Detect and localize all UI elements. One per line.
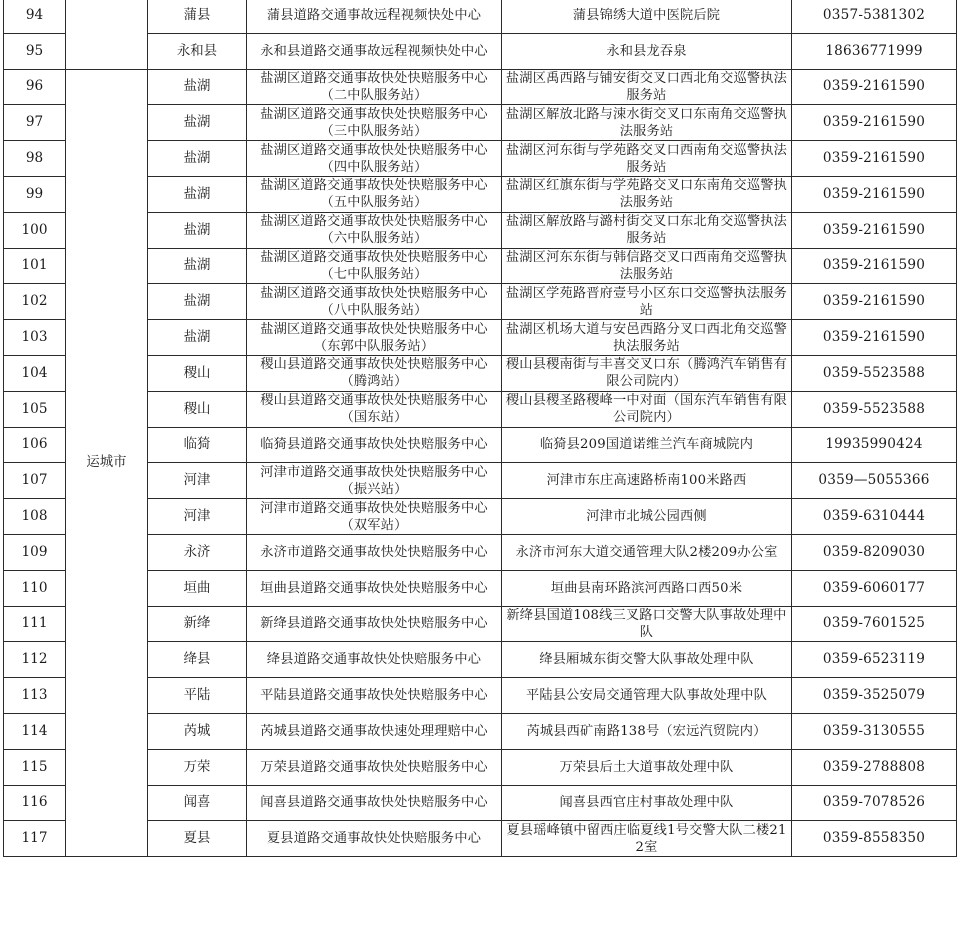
center-name-cell: 新绛县道路交通事故快处快赔服务中心 [247, 606, 502, 642]
county-cell: 河津 [148, 463, 247, 499]
row-number: 117 [4, 821, 66, 857]
phone-cell: 0359-2161590 [792, 212, 957, 248]
county-cell: 永济 [148, 534, 247, 570]
city-cell [66, 0, 148, 69]
phone-cell: 0359-5523588 [792, 391, 957, 427]
county-cell: 芮城 [148, 713, 247, 749]
table-row [4, 69, 957, 105]
phone-cell: 0359-2161590 [792, 284, 957, 320]
row-number: 112 [4, 642, 66, 678]
center-name-cell: 河津市道路交通事故快处快赔服务中心（双军站） [247, 499, 502, 535]
address-cell: 夏县瑶峰镇中留西庄临夏线1号交警大队二楼212室 [502, 821, 792, 857]
row-number: 99 [4, 176, 66, 212]
address-cell: 盐湖区禹西路与铺安街交叉口西北角交巡警执法服务站 [502, 69, 792, 105]
address-cell: 河津市北城公园西侧 [502, 499, 792, 535]
address-cell: 临猗县209国道诺维兰汽车商城院内 [502, 427, 792, 463]
phone-cell: 0359-3130555 [792, 713, 957, 749]
address-cell: 稷山县稷圣路稷峰一中对面（国东汽车销售有限公司院内） [502, 391, 792, 427]
county-cell: 绛县 [148, 642, 247, 678]
county-cell: 垣曲 [148, 570, 247, 606]
row-number: 100 [4, 212, 66, 248]
address-cell: 新绛县国道108线三叉路口交警大队事故处理中队 [502, 606, 792, 642]
address-cell: 盐湖区机场大道与安邑西路分叉口西北角交巡警执法服务站 [502, 320, 792, 356]
phone-cell: 0359-2788808 [792, 749, 957, 785]
phone-cell: 18636771999 [792, 33, 957, 69]
center-name-cell: 盐湖区道路交通事故快处快赔服务中心（三中队服务站） [247, 105, 502, 141]
table-body [4, 0, 957, 857]
county-cell: 稷山 [148, 355, 247, 391]
center-name-cell: 芮城县道路交通事故快速处理理赔中心 [247, 713, 502, 749]
phone-cell: 0359-7601525 [792, 606, 957, 642]
center-name-cell: 河津市道路交通事故快处快赔服务中心（振兴站） [247, 463, 502, 499]
address-cell: 盐湖区解放北路与涑水街交叉口东南角交巡警执法服务站 [502, 105, 792, 141]
row-number: 108 [4, 499, 66, 535]
center-name-cell: 盐湖区道路交通事故快处快赔服务中心（八中队服务站） [247, 284, 502, 320]
phone-cell: 0359-8209030 [792, 534, 957, 570]
county-cell: 盐湖 [148, 320, 247, 356]
row-number: 95 [4, 33, 66, 69]
county-cell: 盐湖 [148, 248, 247, 284]
county-cell: 闻喜 [148, 785, 247, 821]
center-name-cell: 闻喜县道路交通事故快处快赔服务中心 [247, 785, 502, 821]
phone-cell: 0359-2161590 [792, 141, 957, 177]
phone-cell: 0359-2161590 [792, 105, 957, 141]
row-number: 106 [4, 427, 66, 463]
address-cell: 永和县龙吞泉 [502, 33, 792, 69]
phone-cell: 0359-6523119 [792, 642, 957, 678]
center-name-cell: 垣曲县道路交通事故快处快赔服务中心 [247, 570, 502, 606]
address-cell: 永济市河东大道交通管理大队2楼209办公室 [502, 534, 792, 570]
row-number: 102 [4, 284, 66, 320]
service-center-table [3, 0, 957, 857]
address-cell: 垣曲县南环路滨河西路口西50米 [502, 570, 792, 606]
center-name-cell: 绛县道路交通事故快处快赔服务中心 [247, 642, 502, 678]
center-name-cell: 盐湖区道路交通事故快处快赔服务中心（五中队服务站） [247, 176, 502, 212]
address-cell: 绛县厢城东街交警大队事故处理中队 [502, 642, 792, 678]
center-name-cell: 盐湖区道路交通事故快处快赔服务中心（东郭中队服务站） [247, 320, 502, 356]
address-cell: 盐湖区解放路与潞村街交叉口东北角交巡警执法服务站 [502, 212, 792, 248]
center-name-cell: 稷山县道路交通事故快处快赔服务中心（国东站） [247, 391, 502, 427]
phone-cell: 0357-5381302 [792, 0, 957, 33]
phone-cell: 0359-7078526 [792, 785, 957, 821]
county-cell: 平陆 [148, 678, 247, 714]
center-name-cell: 蒲县道路交通事故远程视频快处中心 [247, 0, 502, 33]
phone-cell: 0359-3525079 [792, 678, 957, 714]
row-number: 98 [4, 141, 66, 177]
row-number: 116 [4, 785, 66, 821]
row-number: 97 [4, 105, 66, 141]
table-row [4, 0, 957, 33]
row-number: 114 [4, 713, 66, 749]
center-name-cell: 永和县道路交通事故远程视频快处中心 [247, 33, 502, 69]
row-number: 96 [4, 69, 66, 105]
phone-cell: 0359-8558350 [792, 821, 957, 857]
county-cell: 夏县 [148, 821, 247, 857]
center-name-cell: 临猗县道路交通事故快处快赔服务中心 [247, 427, 502, 463]
center-name-cell: 夏县道路交通事故快处快赔服务中心 [247, 821, 502, 857]
row-number: 101 [4, 248, 66, 284]
row-number: 109 [4, 534, 66, 570]
center-name-cell: 平陆县道路交通事故快处快赔服务中心 [247, 678, 502, 714]
county-cell: 盐湖 [148, 284, 247, 320]
row-number: 115 [4, 749, 66, 785]
address-cell: 平陆县公安局交通管理大队事故处理中队 [502, 678, 792, 714]
phone-cell: 0359-2161590 [792, 248, 957, 284]
address-cell: 稷山县稷南街与丰喜交叉口东（腾鸿汽车销售有限公司院内） [502, 355, 792, 391]
center-name-cell: 盐湖区道路交通事故快处快赔服务中心（四中队服务站） [247, 141, 502, 177]
center-name-cell: 盐湖区道路交通事故快处快赔服务中心（七中队服务站） [247, 248, 502, 284]
center-name-cell: 盐湖区道路交通事故快处快赔服务中心（二中队服务站） [247, 69, 502, 105]
county-cell: 盐湖 [148, 141, 247, 177]
county-cell: 盐湖 [148, 69, 247, 105]
phone-cell: 0359-5523588 [792, 355, 957, 391]
row-number: 94 [4, 0, 66, 33]
center-name-cell: 盐湖区道路交通事故快处快赔服务中心（六中队服务站） [247, 212, 502, 248]
row-number: 113 [4, 678, 66, 714]
row-number: 111 [4, 606, 66, 642]
phone-cell: 0359—5055366 [792, 463, 957, 499]
county-cell: 稷山 [148, 391, 247, 427]
county-cell: 新绛 [148, 606, 247, 642]
city-cell: 运城市 [66, 69, 148, 857]
row-number: 110 [4, 570, 66, 606]
phone-cell: 0359-2161590 [792, 69, 957, 105]
row-number: 104 [4, 355, 66, 391]
row-number: 107 [4, 463, 66, 499]
county-cell: 盐湖 [148, 176, 247, 212]
county-cell: 永和县 [148, 33, 247, 69]
address-cell: 河津市东庄高速路桥南100米路西 [502, 463, 792, 499]
address-cell: 万荣县后土大道事故处理中队 [502, 749, 792, 785]
address-cell: 盐湖区河东街与学苑路交叉口西南角交巡警执法服务站 [502, 141, 792, 177]
county-cell: 盐湖 [148, 105, 247, 141]
address-cell: 盐湖区学苑路晋府壹号小区东口交巡警执法服务站 [502, 284, 792, 320]
address-cell: 芮城县西矿南路138号（宏远汽贸院内） [502, 713, 792, 749]
row-number: 105 [4, 391, 66, 427]
county-cell: 临猗 [148, 427, 247, 463]
address-cell: 闻喜县西官庄村事故处理中队 [502, 785, 792, 821]
center-name-cell: 万荣县道路交通事故快处快赔服务中心 [247, 749, 502, 785]
county-cell: 河津 [148, 499, 247, 535]
row-number: 103 [4, 320, 66, 356]
address-cell: 盐湖区红旗东街与学苑路交叉口东南角交巡警执法服务站 [502, 176, 792, 212]
address-cell: 蒲县锦绣大道中医院后院 [502, 0, 792, 33]
phone-cell: 0359-2161590 [792, 320, 957, 356]
center-name-cell: 稷山县道路交通事故快处快赔服务中心（腾鸿站） [247, 355, 502, 391]
phone-cell: 19935990424 [792, 427, 957, 463]
county-cell: 万荣 [148, 749, 247, 785]
address-cell: 盐湖区河东东街与韩信路交叉口西南角交巡警执法服务站 [502, 248, 792, 284]
county-cell: 盐湖 [148, 212, 247, 248]
phone-cell: 0359-6060177 [792, 570, 957, 606]
center-name-cell: 永济市道路交通事故快处快赔服务中心 [247, 534, 502, 570]
phone-cell: 0359-6310444 [792, 499, 957, 535]
county-cell: 蒲县 [148, 0, 247, 33]
phone-cell: 0359-2161590 [792, 176, 957, 212]
